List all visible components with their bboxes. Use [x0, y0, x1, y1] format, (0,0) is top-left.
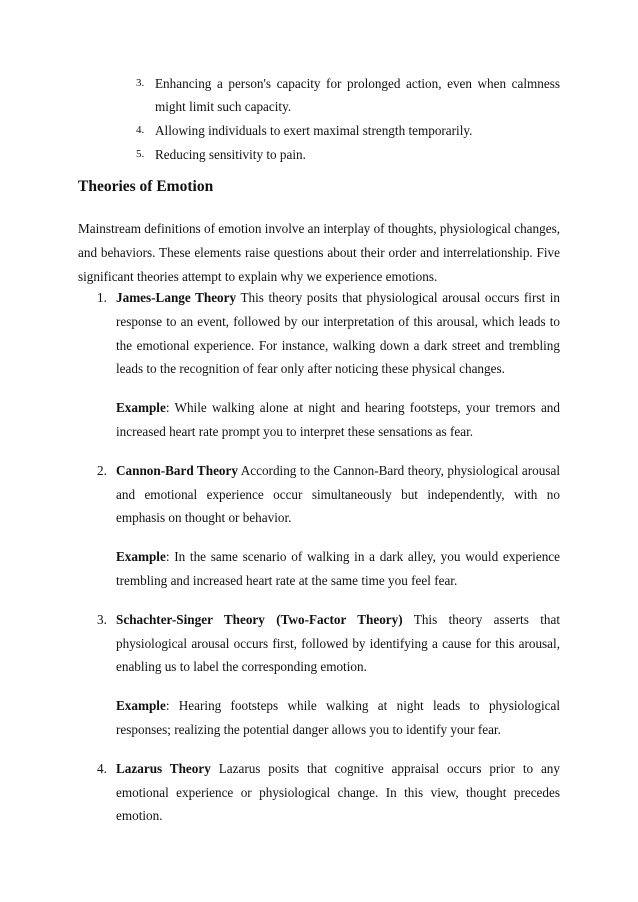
list-item	[0, 143, 638, 166]
theory-description	[116, 757, 560, 828]
theory-item-lazarus	[0, 757, 638, 828]
list-number: 5.	[136, 148, 145, 160]
list-text: Reducing sensitivity to pain.	[155, 147, 306, 162]
theory-example	[116, 545, 560, 593]
list-item	[0, 72, 638, 118]
theory-item-schachter-singer	[0, 608, 638, 742]
theory-name: James-Lange Theory	[116, 290, 237, 305]
theory-item-james-lange	[0, 286, 638, 444]
example-text: : In the same scenario of walking in a dark alley, you would experience trembling and increased heart rate at the same time you feel fear.	[116, 549, 560, 588]
theory-description	[116, 459, 560, 530]
example-label: Example	[116, 698, 166, 714]
example-text: : Hearing footsteps while walking at night leads to physiological responses; realizing the potential danger allows you to identify your fear.	[116, 698, 560, 737]
theory-text: Lazarus posits that cognitive appraisal occurs prior to any emotional experience or physiological change. In this view, thought precedes emotion.	[116, 760, 560, 824]
list-text: Allowing individuals to exert maximal strength temporarily.	[155, 123, 473, 138]
theory-number: 4.	[97, 760, 107, 776]
theories-list	[0, 286, 638, 843]
list-item	[0, 119, 638, 142]
list-text: Enhancing a person's capacity for prolonged action, even when calmness might limit such capacity.	[155, 76, 560, 114]
theory-text: This theory posits that physiological arousal occurs first in response to an event, followed by our interpretation of this arousal, which leads to the emotional experience. For instance, walking down a dark street and trembling leads to the recognition of fear only after noticing these physical changes.	[116, 290, 560, 377]
theory-example	[116, 694, 560, 742]
list-number: 4.	[136, 124, 145, 136]
theory-text: According to the Cannon-Bard theory, physiological arousal and emotional experience occur simultaneously but independently, with no emphasis on thought or behavior.	[116, 462, 561, 526]
example-label: Example	[116, 549, 166, 565]
theory-name: Lazarus Theory	[116, 760, 211, 776]
example-text: : While walking alone at night and hearing footsteps, your tremors and increased heart rate prompt you to interpret these sensations as fear.	[116, 400, 560, 439]
theory-example	[116, 396, 560, 444]
theory-number: 1.	[97, 290, 107, 305]
section-heading: Theories of Emotion	[78, 178, 214, 195]
theory-number: 3.	[97, 611, 107, 627]
theory-item-cannon-bard	[0, 459, 638, 593]
theory-name: Cannon-Bard Theory	[116, 462, 238, 478]
theory-description	[116, 608, 560, 679]
theory-name: Schachter-Singer Theory (Two-Factor Theory)	[116, 611, 403, 627]
theory-number: 2.	[97, 462, 107, 478]
example-label: Example	[116, 400, 166, 416]
continued-list	[0, 72, 638, 167]
list-number: 3.	[136, 77, 145, 89]
theory-description	[116, 286, 560, 381]
intro-paragraph: Mainstream definitions of emotion involve an interplay of thoughts, physiological changes, and behaviors. These elements raise questions about their order and interrelationship. Five significant theories attempt to explain why we experience emotions.	[78, 221, 560, 284]
theory-text: This theory asserts that physiological arousal occurs first, followed by identifying a cause for this arousal, enabling us to label the corresponding emotion.	[116, 611, 560, 675]
